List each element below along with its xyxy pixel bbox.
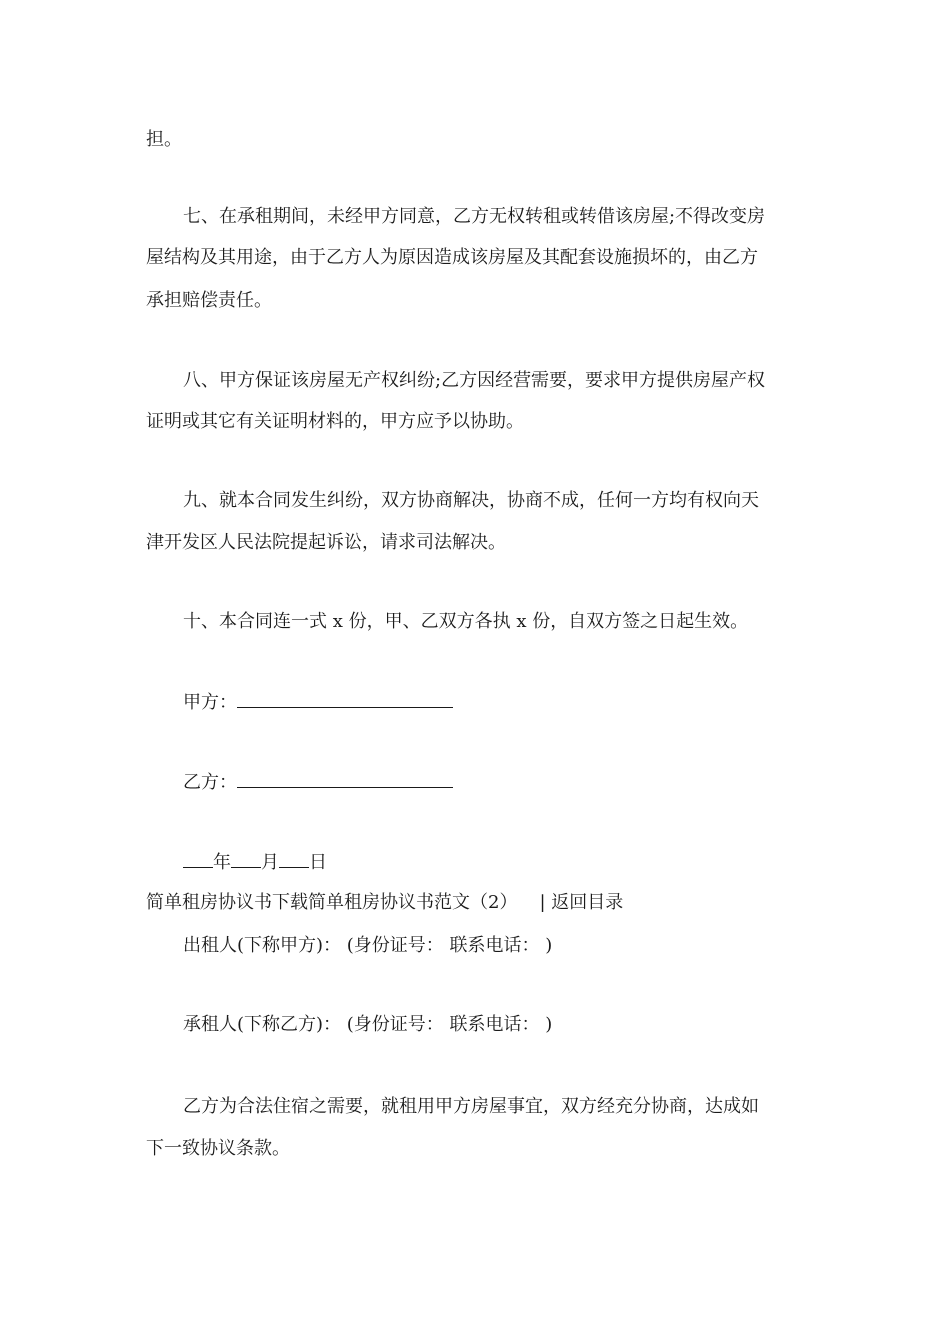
clause-7-line-1: 七、在承租期间，未经甲方同意，乙方无权转租或转借该房屋;不得改变房 — [183, 206, 766, 227]
clause-8-line-1: 八、甲方保证该房屋无产权纠纷;乙方因经营需要，要求甲方提供房屋产权 — [183, 370, 766, 391]
signature-party-a-label: 甲方： — [183, 692, 237, 713]
lessee-line: 承租人(下称乙方)： (身份证号： 联系电话： ) — [183, 1014, 553, 1035]
lessor-line: 出租人(下称甲方)： (身份证号： 联系电话： ) — [183, 935, 553, 956]
intro-line-2: 下一致协议条款。 — [146, 1138, 290, 1159]
clause-9-line-2: 津开发区人民法院提起诉讼，请求司法解决。 — [146, 532, 506, 553]
signature-party-b-label: 乙方： — [183, 772, 237, 793]
section-2-heading — [146, 891, 623, 915]
clause-9-line-1: 九、就本合同发生纠纷，双方协商解决，协商不成，任何一方均有权向天 — [183, 490, 759, 511]
back-to-contents-link[interactable]: | 返回目录 — [539, 892, 624, 913]
clause-6-tail: 担。 — [146, 129, 182, 150]
section-2-title: 简单租房协议书下载简单租房协议书范文（2） — [146, 892, 518, 913]
date-month-label: 月 — [261, 852, 279, 873]
signature-party-b — [183, 771, 453, 795]
signature-date — [183, 851, 327, 875]
signature-party-a — [183, 691, 453, 715]
intro-line-1: 乙方为合法住宿之需要，就租用甲方房屋事宜，双方经充分协商，达成如 — [183, 1096, 759, 1117]
date-month-blank — [231, 851, 261, 868]
clause-10: 十、本合同连一式 x 份，甲、乙双方各执 x 份，自双方签之日起生效。 — [183, 611, 749, 632]
signature-party-b-blank — [237, 771, 453, 788]
date-day-blank — [279, 851, 309, 868]
clause-7-line-2: 屋结构及其用途，由于乙方人为原因造成该房屋及其配套设施损坏的，由乙方 — [146, 247, 758, 268]
date-year-blank — [183, 851, 213, 868]
signature-party-a-blank — [237, 691, 453, 708]
date-day-label: 日 — [309, 852, 327, 873]
clause-7-line-3: 承担赔偿责任。 — [146, 290, 272, 311]
clause-8-line-2: 证明或其它有关证明材料的，甲方应予以协助。 — [146, 411, 524, 432]
date-year-label: 年 — [213, 852, 231, 873]
